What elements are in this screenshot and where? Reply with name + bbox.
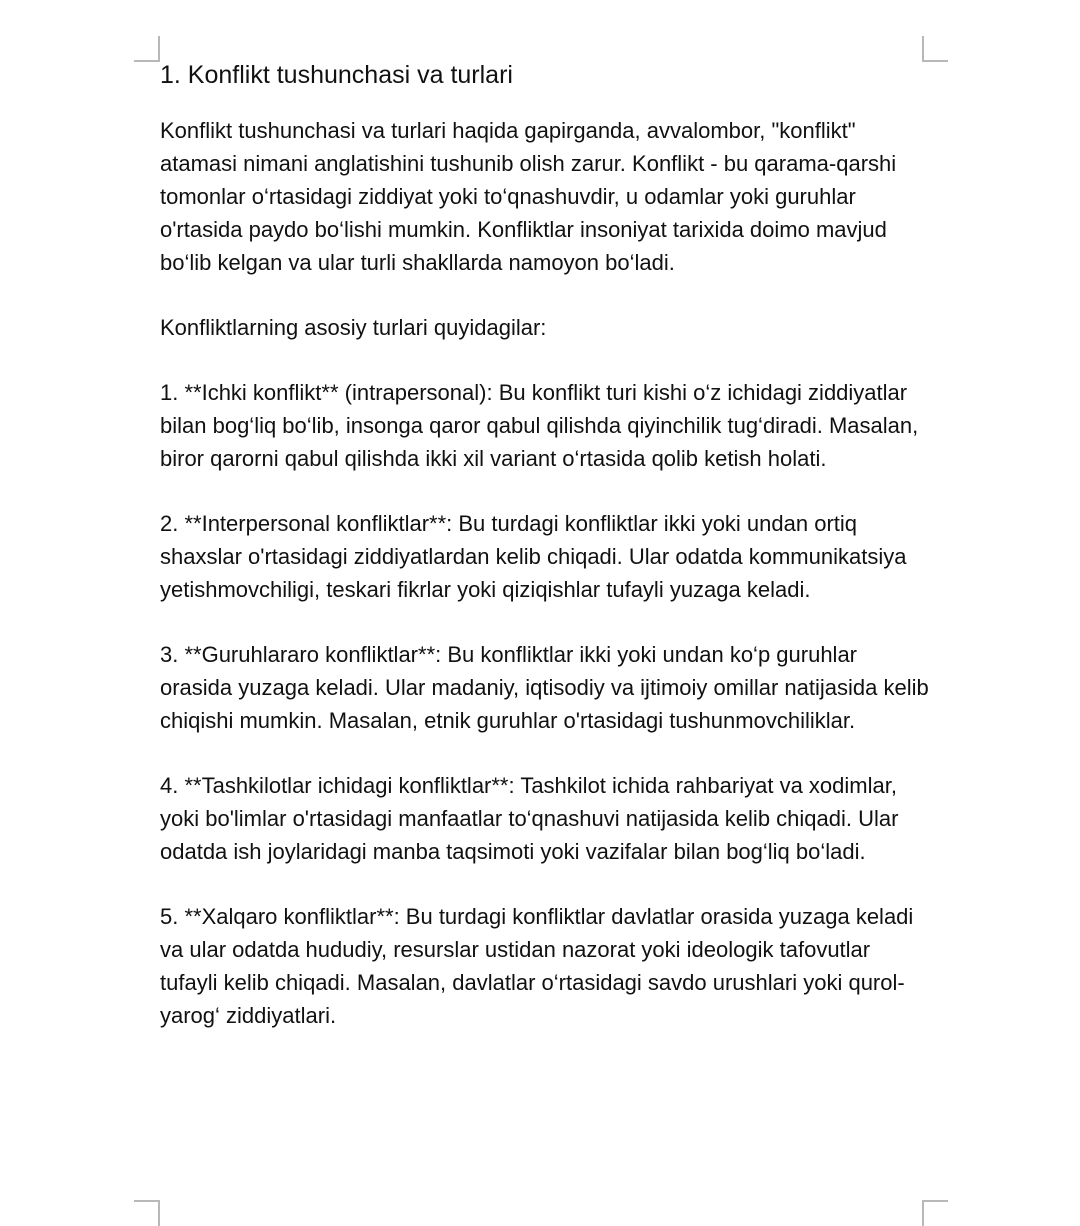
crop-mark-bottom-left xyxy=(134,1200,160,1226)
intro-paragraph: Konflikt tushunchasi va turlari haqida gapirganda, avvalombor, "konflikt" atamasi nimani anglatishini tushunib olish zarur. Konflikt - bu qarama-qarshi tomonlar o‘rtasidagi ziddiyat yoki to‘qnashuvdir, u odamlar yoki guruhlar o'rtasida paydo bo‘lishi mumkin. Konfliktlar insoniyat tarixida doimo mavjud bo‘lib kelgan va ular turli shakllarda namoyon bo‘ladi. xyxy=(160,118,897,275)
list-item-intergroup: 3. **Guruhlararo konfliktlar**: Bu konfliktlar ikki yoki undan ko‘p guruhlar orasida yuzaga keladi. Ular madaniy, iqtisodiy va ijtimoiy omillar natijasida kelib chiqishi mumkin. Masalan, etnik guruhlar o'rtasidagi tushunmovchiliklar. xyxy=(160,642,929,733)
section-heading: 1. Konflikt tushunchasi va turlari xyxy=(160,61,513,89)
crop-mark-top-left xyxy=(134,36,160,62)
list-item-intrapersonal: 1. **Ichki konflikt** (intrapersonal): Bu konflikt turi kishi o‘z ichidagi ziddiyatlar bilan bog‘liq bo‘lib, insonga qaror qabul qilishda qiyinchilik tug‘diradi. Masalan, biror qarorni qabul qilishda ikki xil variant o‘rtasida qolib ketish holati. xyxy=(160,380,919,471)
crop-mark-bottom-right xyxy=(922,1200,948,1226)
list-item-international: 5. **Xalqaro konfliktlar**: Bu turdagi konfliktlar davlatlar orasida yuzaga keladi va ular odatda hududiy, resurslar ustidan nazorat yoki ideologik tafovutlar tufayli kelib chiqadi. Masalan, davlatlar o‘rtasidagi savdo urushlari yoki qurol-yarog‘ ziddiyatlari. xyxy=(160,904,914,1028)
list-item-interpersonal: 2. **Interpersonal konfliktlar**: Bu turdagi konfliktlar ikki yoki undan ortiq shaxslar o'rtasidagi ziddiyatlardan kelib chiqadi. Ular odatda kommunikatsiya yetishmovchiligi, teskari fikrlar yoki qiziqishlar tufayli yuzaga keladi. xyxy=(160,511,907,602)
document-body[interactable] xyxy=(160,58,930,1064)
list-item-organizational: 4. **Tashkilotlar ichidagi konfliktlar**: Tashkilot ichida rahbariyat va xodimlar, yoki bo'limlar o'rtasidagi manfaatlar to‘qnashuvi natijasida kelib chiqadi. Ular odatda ish joylaridagi manba taqsimoti yoki vazifalar bilan bog‘liq bo‘ladi. xyxy=(160,773,899,864)
types-intro-paragraph: Konfliktlarning asosiy turlari quyidagilar: xyxy=(160,315,547,340)
